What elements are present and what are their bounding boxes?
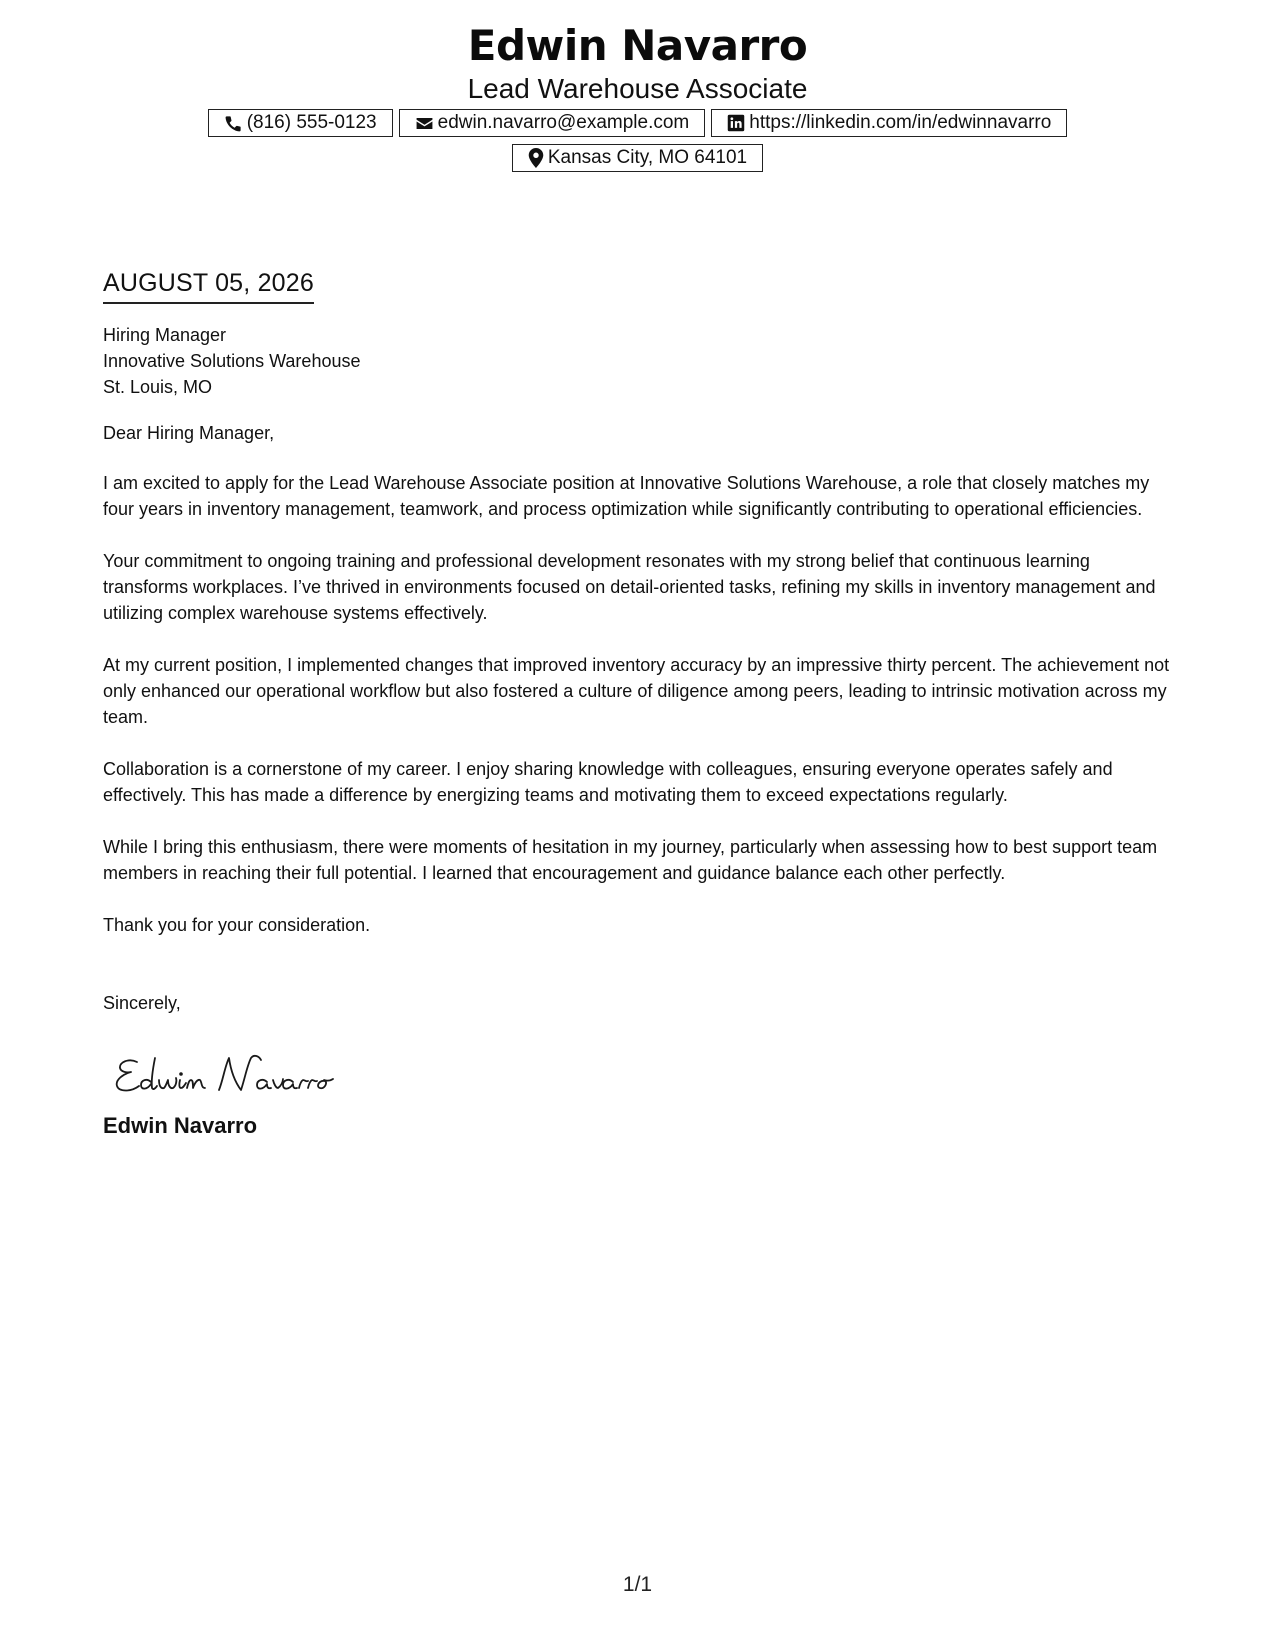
recipient-line: Innovative Solutions Warehouse [103, 351, 361, 371]
letter-header [0, 20, 1275, 172]
salutation: Dear Hiring Manager, [103, 423, 275, 443]
letter-date: AUGUST 05, 2026 [103, 266, 314, 304]
location-text: Kansas City, MO 64101 [547, 147, 748, 168]
applicant-name: Edwin Navarro [467, 21, 808, 70]
page-number: 1/1 [622, 1573, 653, 1596]
body-paragraph: At my current position, I implemented changes that improved inventory accuracy by an impressive thirty percent. The achievement not only enhanced our operational workflow but also fostered a culture of diligence among peers, leading to intrinsic motivation across my team. [103, 655, 1170, 727]
body-paragraph: Your commitment to ongoing training and professional development resonates with my strong belief that continuous learning transforms workplaces. I’ve thrived in environments focused on detail-oriented tasks, refining my skills in inventory management and utilizing complex warehouse systems effectively. [103, 551, 1156, 623]
contact-row [0, 109, 1275, 137]
contact-location [512, 144, 763, 172]
contact-linkedin [711, 109, 1067, 137]
applicant-title: Lead Warehouse Associate [467, 73, 808, 104]
envelope-icon [415, 114, 434, 133]
linkedin-text: https://linkedin.com/in/edwinnavarro [749, 112, 1052, 133]
thanks-line: Thank you for your consideration. [103, 915, 371, 935]
email-text: edwin.navarro@example.com [437, 112, 690, 133]
phone-text: (816) 555-0123 [246, 112, 377, 133]
recipient-line: St. Louis, MO [103, 377, 213, 397]
recipient-block [103, 322, 1178, 400]
linkedin-icon [727, 114, 745, 132]
body-paragraph: While I bring this enthusiasm, there were moments of hesitation in my journey, particularly when assessing how to best support team members in reaching their full potential. I learned that encouragement and guidance balance each other perfectly. [103, 837, 1158, 883]
recipient-line: Hiring Manager [103, 325, 227, 345]
closing-line: Sincerely, [103, 993, 181, 1013]
phone-icon [224, 114, 243, 133]
body-paragraph: Collaboration is a cornerstone of my career. I enjoy sharing knowledge with colleagues, ensuring everyone operates safely and effectively. This has made a difference by energizing teams and motivating them to exceed expectations regularly. [103, 759, 1113, 805]
contact-row-location [0, 144, 1275, 172]
map-pin-icon [528, 148, 544, 168]
letter-body [103, 266, 1178, 1140]
signer-name: Edwin Navarro [103, 1113, 258, 1138]
body-paragraph: I am excited to apply for the Lead Warehouse Associate position at Innovative Solutions Warehouse, a role that closely matches my four years in inventory management, teamwork, and process optimization while significantly contributing to operational efficiencies. [103, 473, 1150, 519]
handwritten-signature [111, 1044, 371, 1100]
contact-email [399, 109, 706, 137]
contact-phone [208, 109, 393, 137]
